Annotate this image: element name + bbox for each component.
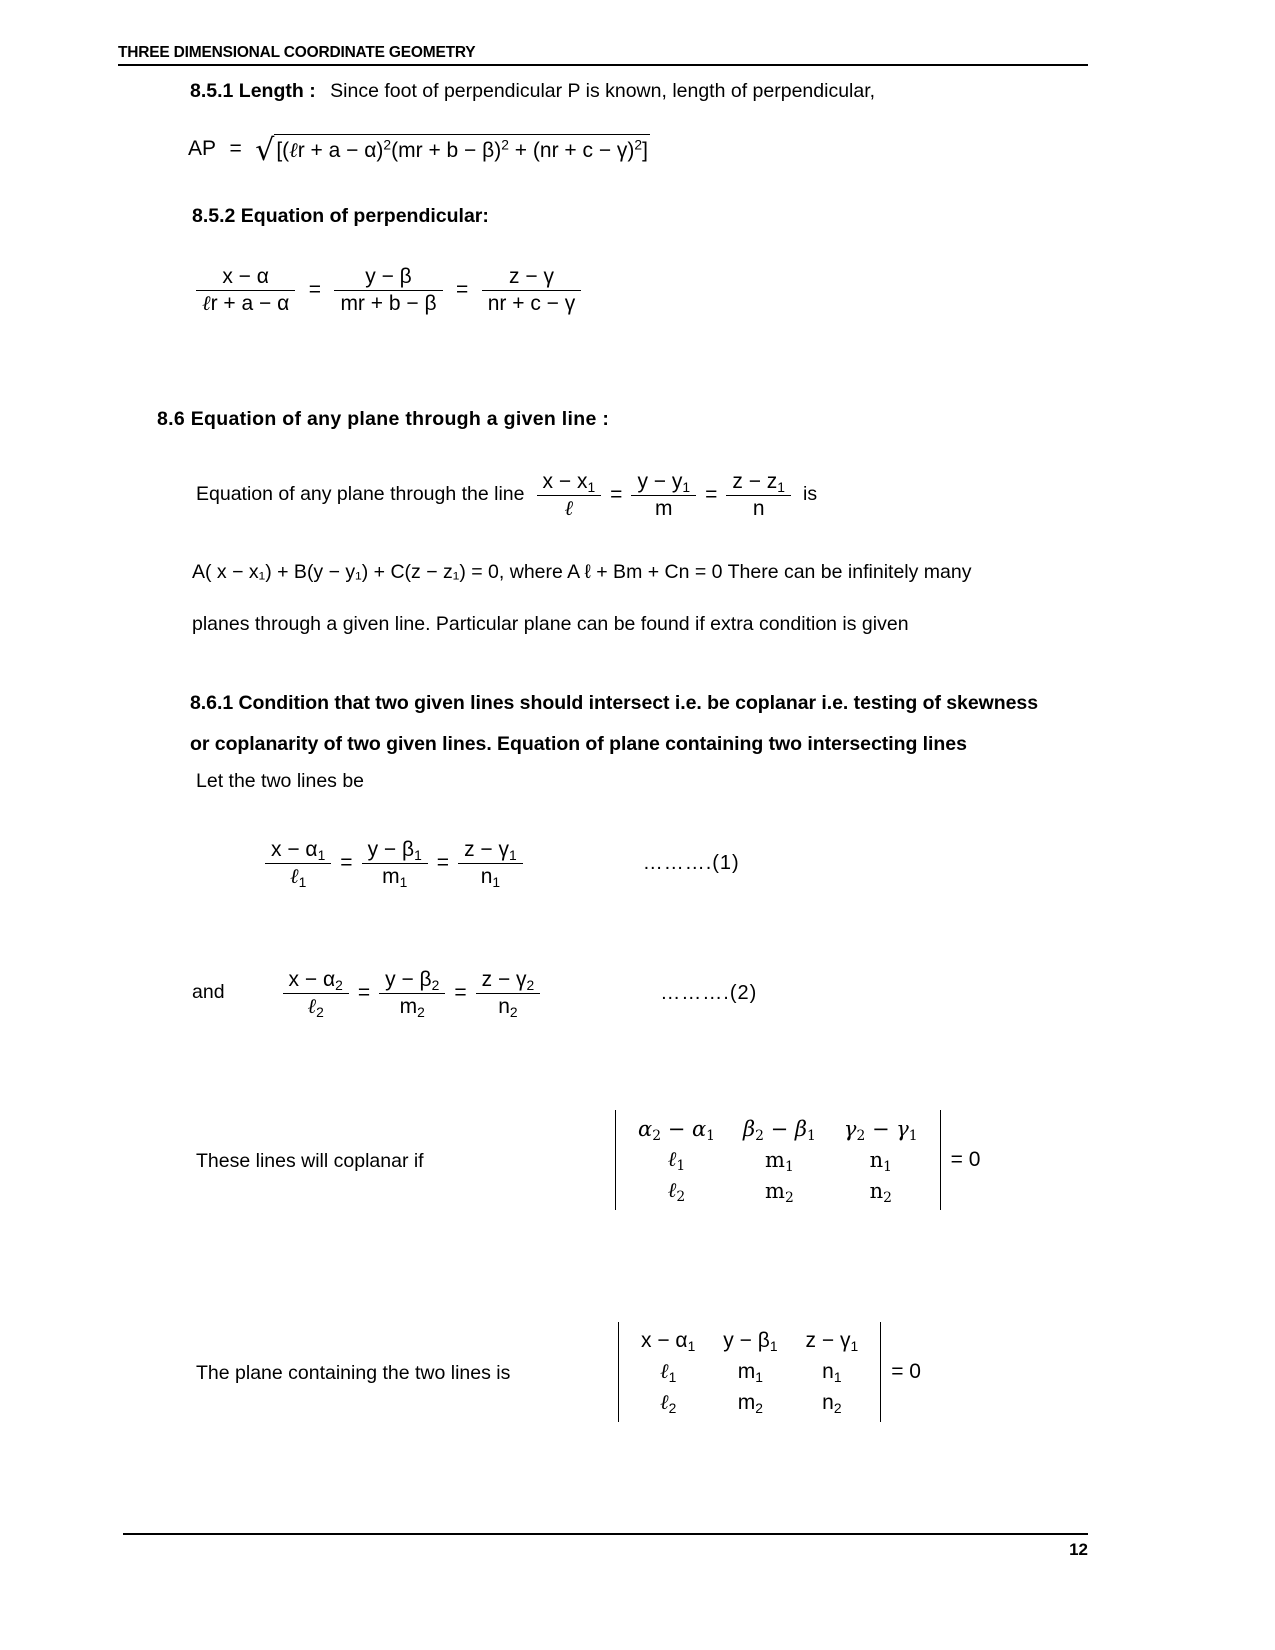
- det-cop-r3c2-text: m: [765, 1178, 785, 1203]
- generic-f3-num: [726, 470, 791, 496]
- det-cop-r1c1: [624, 1114, 729, 1144]
- line2-fraction-3: [476, 968, 541, 1018]
- section-8-5-1-text: Since foot of perpendicular P is known, length of perpendicular,: [330, 80, 876, 102]
- ap-term3-pow: 2: [634, 135, 643, 152]
- generic-equals-2: =: [705, 483, 718, 507]
- det-cop-r1c2-sub-b: 1: [807, 1127, 816, 1144]
- det-cop-r2c1-text: ℓ: [667, 1147, 677, 1171]
- section-8-6-lead-text: Equation of any plane through the line: [196, 483, 525, 506]
- line2-fraction-1: [283, 968, 349, 1018]
- det-pl-r1c1: [627, 1326, 709, 1356]
- line2-f2-den-text: m: [399, 994, 418, 1018]
- generic-fraction-2: [631, 470, 696, 520]
- radicand-open: [(: [276, 138, 290, 162]
- det-pl-r1c2: [709, 1326, 791, 1356]
- section-8-6-1-heading-text-2: or coplanarity of two given lines. Equation of plane containing two intersecting lines: [190, 733, 967, 755]
- generic-fraction-1: [537, 470, 602, 520]
- line1-equals-1: =: [340, 851, 353, 875]
- generic-f3-num-sub: 1: [777, 478, 786, 495]
- line1-fraction-3: [458, 838, 523, 888]
- perp-f3-den: nr + c − γ: [487, 291, 576, 315]
- det-cop-r1c2-minus: −: [763, 1117, 795, 1141]
- line2-f3-den: [476, 994, 541, 1019]
- generic-f2-den: m: [655, 496, 673, 520]
- perp-fraction-2: [334, 265, 442, 315]
- ap-term1-close: ): [376, 138, 384, 162]
- plane-text: The plane containing the two lines is: [196, 1362, 511, 1384]
- determinant-coplanar-row: [615, 1110, 980, 1210]
- det-cop-r2c3-sub: 1: [883, 1158, 892, 1175]
- det-cop-r1c2-b: β: [794, 1117, 808, 1141]
- section-8-5-1-number: 8.5.1 Length :: [190, 80, 316, 102]
- line2-f1-den: [283, 994, 349, 1019]
- line2-f2-num-text: y − β: [385, 968, 432, 991]
- det-cop-r3c2-sub: 2: [784, 1189, 794, 1206]
- ell-symbol-1: ℓ: [289, 137, 298, 162]
- line2-equals-2: =: [454, 981, 467, 1005]
- line2-f2-num: [379, 968, 445, 994]
- section-8-6-1-let-text: Let the two lines be: [196, 770, 365, 792]
- generic-f1-num-text: x − x: [542, 470, 588, 494]
- line1-f1-num-text: x − α: [271, 838, 318, 861]
- det-cop-r1c3: [830, 1114, 932, 1144]
- generic-fraction-3: [726, 470, 791, 520]
- equation-2-label: ……….(2): [660, 981, 758, 1004]
- section-8-6-heading: 8.6 Equation of any plane through a given line :: [157, 408, 610, 430]
- equation-line-1-row: [265, 838, 740, 888]
- det-pl-r3c1-sub: 2: [668, 1399, 677, 1416]
- page-header: [118, 44, 1088, 66]
- line2-f3-num-sub: 2: [526, 976, 535, 993]
- line1-f2-num: [362, 838, 428, 864]
- line2-f1-num-text: x − α: [288, 968, 336, 991]
- generic-f2-num-text: y − y: [637, 470, 683, 493]
- det-cop-r2c1-sub: 1: [676, 1157, 686, 1174]
- line2-f1-num: [283, 968, 349, 994]
- det-pl-r1c1-sub: 1: [687, 1337, 696, 1354]
- det-cop-r1c2-sub-a: 2: [755, 1127, 764, 1144]
- det-pl-r1c2-sub: 1: [769, 1337, 778, 1354]
- line2-f1-num-sub: 2: [335, 976, 343, 993]
- generic-f2-num-sub: 1: [682, 478, 691, 495]
- det-cop-r2c2: [729, 1144, 830, 1175]
- line2-fraction-2: [379, 968, 445, 1018]
- det-pl-r1c1-text: x − α: [641, 1329, 688, 1352]
- line1-f2-den-text: m: [382, 864, 400, 888]
- line2-f3-den-sub: 2: [509, 1003, 518, 1020]
- perp-f2-den: mr + b − β: [340, 291, 437, 315]
- perp-f2-num: y − β: [334, 265, 442, 291]
- line1-f1-den: [265, 864, 331, 889]
- line1-fraction-2: [362, 838, 428, 888]
- line1-f3-den-sub: 1: [492, 873, 501, 890]
- determinant-row: [624, 1175, 932, 1206]
- det-pl-r3c1-text: ℓ: [660, 1390, 669, 1414]
- line2-f1-den-sub: 2: [316, 1003, 324, 1020]
- det-cop-r1c1-sub-b: 1: [706, 1127, 715, 1144]
- page-number: 12: [1069, 1540, 1088, 1559]
- det-cop-r1c2-a: β: [742, 1117, 756, 1141]
- det-cop-r3c3: [830, 1175, 932, 1206]
- line1-f3-den: [458, 864, 523, 889]
- line1-f3-num: [458, 838, 523, 864]
- generic-equals-1: =: [610, 483, 623, 507]
- det-cop-r2c2-text: m: [765, 1147, 785, 1172]
- section-8-6-1-and-text: and: [192, 981, 225, 1004]
- generic-f1-num-sub: 1: [587, 479, 596, 496]
- det-cop-r3c2: [729, 1175, 830, 1206]
- line1-f3-den-text: n: [480, 864, 493, 888]
- ap-term3: (nr + c − γ: [532, 138, 628, 162]
- det-cop-r1c3-b: γ: [896, 1117, 909, 1141]
- line1-f3-num-sub: 1: [509, 846, 517, 863]
- det-cop-r1c3-sub-a: 2: [856, 1127, 866, 1144]
- header-title: THREE DIMENSIONAL COORDINATE GEOMETRY: [118, 44, 476, 61]
- line1-f1-den-sub: 1: [298, 873, 307, 890]
- equation-ap-length: [188, 133, 650, 168]
- line2-f3-num: [476, 968, 541, 994]
- determinant-row: [627, 1387, 872, 1418]
- sqrt-group: [255, 133, 650, 168]
- det-cop-r1c1-sub-a: 2: [652, 1127, 662, 1144]
- det-pl-r1c3-sub: 1: [850, 1337, 859, 1354]
- section-8-5-2-heading: 8.5.2 Equation of perpendicular:: [192, 205, 489, 227]
- det-cop-r3c1-text: ℓ: [667, 1178, 677, 1202]
- section-8-6-body-line-1: [192, 563, 971, 583]
- det-pl-r1c3-text: z − γ: [805, 1329, 851, 1352]
- det-coplanar-result: = 0: [950, 1148, 981, 1171]
- perp-equals-2: =: [456, 278, 469, 302]
- ap-plus: +: [508, 138, 533, 162]
- det-pl-r3c2: [709, 1387, 791, 1418]
- det-pl-r3c3-text: n: [822, 1390, 834, 1414]
- det-pl-r2c3-sub: 1: [833, 1368, 842, 1385]
- determinant-plane-row: [618, 1322, 921, 1422]
- det-cop-r3c3-text: n: [869, 1178, 884, 1203]
- ap-equals: =: [229, 137, 242, 160]
- det-cop-r1c1-minus: −: [661, 1117, 692, 1141]
- det-cop-r3c1: [624, 1175, 729, 1206]
- section-8-6-body-text-2: planes through a given line. Particular plane can be found if extra condition is given: [192, 613, 909, 635]
- det-pl-r3c2-text: m: [737, 1390, 756, 1414]
- det-cop-r1c3-minus: −: [865, 1117, 897, 1141]
- det-cop-r3c3-sub: 2: [883, 1189, 892, 1206]
- ell-symbol-4: ℓ: [307, 993, 317, 1018]
- line1-f2-num-sub: 1: [414, 846, 422, 863]
- line2-f2-num-sub: 2: [431, 976, 440, 993]
- section-8-6-1-let-line: [196, 772, 364, 792]
- section-8-6-1-heading-line-2: [190, 733, 967, 756]
- det-pl-r2c3-text: n: [822, 1359, 834, 1383]
- section-8-6-body-text-1: A( x − x₁) + B(y − y₁) + C(z − z₁) = 0, where A ℓ + Bm + Cn = 0 There can be infinitely many: [192, 561, 972, 583]
- det-cop-r3c1-sub: 2: [676, 1188, 686, 1205]
- line1-fraction-1: [265, 838, 331, 888]
- ell-symbol-2: ℓ: [202, 290, 211, 315]
- line2-f3-num-text: z − γ: [481, 968, 527, 991]
- det-pl-r2c3: [792, 1356, 873, 1387]
- generic-f2-num: [631, 470, 696, 496]
- determinant-coplanar: [615, 1110, 941, 1210]
- generic-f3-den: n: [752, 496, 765, 520]
- determinant-row: [627, 1356, 872, 1387]
- perp-f3-num: z − γ: [482, 265, 582, 291]
- ap-term3-close: ): [627, 138, 635, 162]
- section-8-5-1: [190, 80, 875, 103]
- det-cop-r2c3: [830, 1144, 932, 1175]
- ell-symbol-3: ℓ: [290, 863, 299, 888]
- det-pl-r1c3: [792, 1326, 873, 1356]
- det-pl-r2c2-text: m: [737, 1359, 756, 1383]
- section-8-5-2: [192, 205, 489, 228]
- det-plane-result: = 0: [891, 1360, 921, 1383]
- ap-term2: (mr + b − β: [391, 138, 495, 162]
- det-cop-r1c3-sub-b: 1: [908, 1127, 918, 1144]
- perp-f1-den-text: r + a − α: [210, 291, 290, 315]
- determinant-row: [624, 1144, 932, 1175]
- perp-fraction-3: [482, 265, 582, 315]
- section-8-6-trailing-text: is: [803, 483, 818, 506]
- det-cop-r1c1-a: α: [638, 1117, 653, 1141]
- determinant-plane: [618, 1322, 881, 1422]
- det-cop-r2c2-sub: 1: [784, 1158, 794, 1175]
- ap-lhs: AP: [188, 137, 217, 160]
- det-pl-r2c1-sub: 1: [668, 1368, 677, 1385]
- header-divider: [118, 64, 1088, 66]
- det-pl-r3c3-sub: 2: [833, 1399, 842, 1416]
- equation-1-label: ……….(1): [642, 851, 740, 874]
- ap-term2-close: ): [494, 138, 502, 162]
- determinant-row: [624, 1114, 932, 1144]
- det-cop-r2c3-text: n: [869, 1147, 884, 1172]
- equation-line-2-row: [192, 968, 757, 1018]
- radical-icon: √: [255, 133, 275, 168]
- ap-term1-pow: 2: [383, 135, 392, 152]
- det-cop-r1c1-b: α: [691, 1117, 707, 1141]
- footer-divider: [123, 1533, 1088, 1535]
- equation-line-generic-row: [196, 470, 817, 520]
- perp-f1-num: x − α: [196, 265, 295, 291]
- perp-f1-den: [196, 291, 295, 316]
- equation-perpendicular: [196, 265, 581, 315]
- det-pl-r2c2: [709, 1356, 791, 1387]
- line2-f2-den-sub: 2: [417, 1003, 425, 1020]
- coplanar-text: These lines will coplanar if: [196, 1150, 424, 1172]
- line2-f3-den-text: n: [498, 994, 510, 1018]
- line1-equals-2: =: [436, 851, 450, 875]
- det-pl-r2c1-text: ℓ: [660, 1359, 669, 1383]
- line1-f2-num-text: y − β: [367, 838, 415, 861]
- ap-term2-pow: 2: [501, 135, 509, 152]
- determinant-row: [627, 1326, 872, 1356]
- line1-f2-den-sub: 1: [399, 873, 408, 890]
- det-pl-r2c1: [627, 1356, 709, 1387]
- det-pl-r1c2-text: y − β: [723, 1329, 770, 1352]
- plane-text-block: [196, 1364, 510, 1384]
- perp-fraction-1: [196, 265, 295, 315]
- line1-f2-den: [362, 864, 428, 889]
- line1-f1-num-sub: 1: [317, 846, 326, 863]
- coplanar-text-block: [196, 1152, 424, 1172]
- det-cop-r1c3-a: γ: [843, 1117, 857, 1141]
- perp-equals-1: =: [308, 278, 321, 302]
- ap-close: ]: [642, 138, 648, 162]
- ap-term1: r + a − α: [297, 138, 377, 162]
- det-cop-r1c2: [729, 1114, 830, 1144]
- generic-f1-den: ℓ: [564, 495, 574, 520]
- line1-f1-num: [265, 838, 331, 864]
- generic-f1-num: [537, 470, 602, 496]
- line2-f2-den: [379, 994, 445, 1019]
- det-pl-r3c2-sub: 2: [755, 1399, 764, 1416]
- det-pl-r3c3: [792, 1387, 873, 1418]
- det-cop-r2c1: [624, 1144, 729, 1175]
- det-pl-r2c2-sub: 1: [755, 1368, 764, 1385]
- line2-equals-1: =: [357, 981, 371, 1005]
- section-8-6-body-line-2: [192, 615, 909, 635]
- radicand: [274, 134, 650, 163]
- section-8-6-1-heading-line-1: [190, 692, 1038, 715]
- section-8-6-1-heading-text-1: 8.6.1 Condition that two given lines should intersect i.e. be coplanar i.e. testing of skewness: [190, 692, 1039, 714]
- generic-f3-num-text: z − z: [732, 470, 778, 493]
- det-pl-r3c1: [627, 1387, 709, 1418]
- section-8-6: [157, 408, 609, 431]
- line1-f3-num-text: z − γ: [464, 838, 509, 861]
